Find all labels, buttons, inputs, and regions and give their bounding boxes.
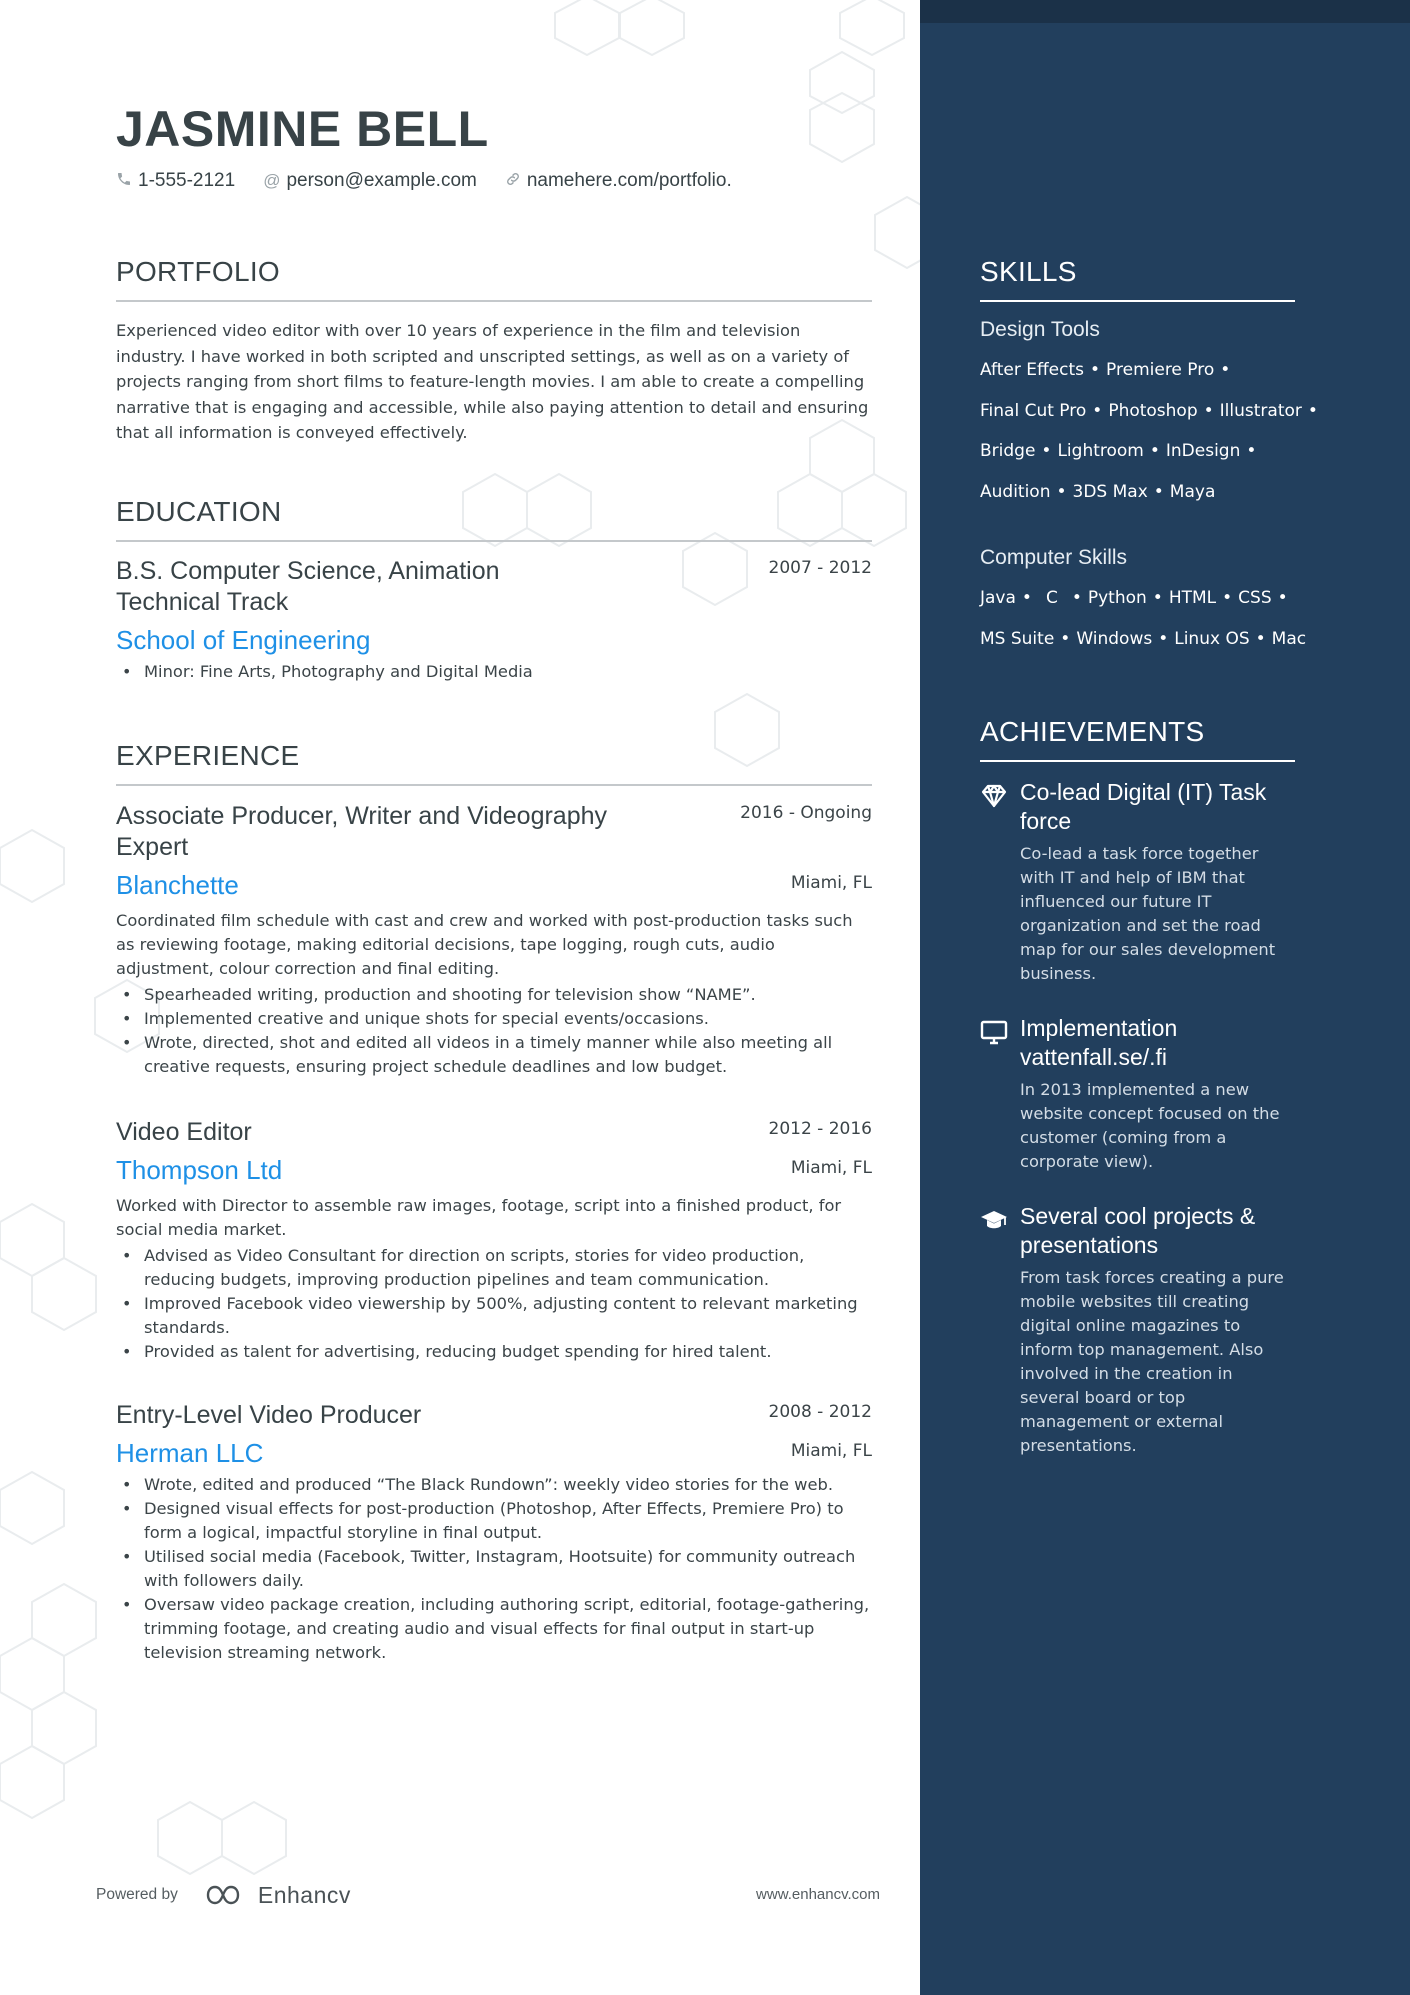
skill-tag: Java [980, 588, 1016, 608]
experience-section-title: EXPERIENCE [116, 740, 872, 786]
powered-by-label: Powered by [96, 1886, 178, 1903]
skill-tag: Photoshop [1108, 400, 1198, 421]
job-location: Miami, FL [790, 1158, 872, 1178]
job-description: Coordinated film schedule with cast and crew and worked with post-production tasks such as reviewing footage, making editorial decisions, tape logging, rough cuts, audio adjustment, colour correction and final editing. [116, 911, 853, 978]
job-bullets [116, 1244, 872, 1364]
company-name: Thompson Ltd [116, 1155, 283, 1185]
skill-group-computer-skills [980, 546, 1307, 659]
job-bullets [116, 983, 872, 1079]
job-title: Video Editor [116, 1118, 252, 1146]
company-name: Blanchette [116, 870, 239, 900]
phone-contact [116, 170, 235, 192]
education-entry [116, 556, 872, 684]
skill-tag: Bridge [980, 441, 1036, 461]
skill-tag: Lightroom [1057, 441, 1144, 461]
footer [96, 1880, 880, 1910]
skill-group-title: Design Tools [980, 318, 1100, 341]
achievements-section-title: ACHIEVEMENTS [980, 716, 1295, 762]
enhancv-logo-icon [204, 1883, 250, 1907]
enhancv-logo[interactable] [204, 1882, 351, 1909]
skill-tag: C [1045, 588, 1058, 608]
email-text[interactable]: person@example.com [286, 170, 477, 191]
job-title: Associate Producer, Writer and Videography Expert [116, 802, 608, 861]
list-item: • Oversaw video package creation, including authoring script, editorial, footage-gathering, trimming footage, and creating audio and visual effects for final output in start-up television streaming network. [116, 1593, 872, 1665]
contact-info [116, 170, 760, 192]
skill-tag: Mac [1271, 628, 1307, 649]
skill-lines [980, 350, 1318, 512]
job-entry-herman [116, 1400, 872, 1665]
job-location: Miami, FL [790, 1441, 872, 1461]
monitor-icon [980, 1018, 1008, 1046]
graduation-cap-icon [980, 1206, 1008, 1234]
skill-tag: CSS [1238, 588, 1272, 608]
sidebar-top-strip [920, 0, 1410, 23]
achievement-description: Co-lead a task force together with IT and help of IBM that influenced our future IT organization and set the road map for our sales development business. [1020, 844, 1276, 983]
job-dates: 2012 - 2016 [768, 1119, 872, 1139]
skills-section-title: SKILLS [980, 256, 1295, 302]
skill-lines [980, 578, 1307, 659]
list-item: • Advised as Video Consultant for direction on scripts, stories for video production, reducing budgets, improving production pipelines and team communication. [116, 1244, 872, 1292]
job-entry-blanchette [116, 801, 872, 1079]
job-title: Entry-Level Video Producer [116, 1401, 422, 1429]
education-dates: 2007 - 2012 [768, 558, 872, 578]
enhancv-wordmark: Enhancv [257, 1881, 351, 1908]
website-contact [505, 170, 732, 192]
achievement-item [980, 1202, 1295, 1458]
website-text[interactable]: namehere.com/portfolio. [526, 170, 732, 191]
skill-line: After Effects • Premiere Pro • [980, 360, 1231, 380]
job-bullets [116, 1473, 872, 1665]
skill-tag: Maya [1169, 481, 1216, 502]
skill-line: Final Cut Pro • Photoshop • Illustrator • [980, 400, 1318, 421]
list-item: • Wrote, directed, shot and edited all videos in a timely manner while also meeting all creative requests, ensuring project schedule deadlines and low budget. [116, 1031, 872, 1079]
achievement-item [980, 1014, 1295, 1174]
list-item: • Designed visual effects for post-production (Photoshop, After Effects, Premiere Pro) to form a logical, impactful storyline in final output. [116, 1497, 872, 1545]
candidate-name: JASMINE BELL [116, 101, 489, 157]
job-entry-thompson [116, 1117, 872, 1364]
job-dates: 2008 - 2012 [768, 1402, 872, 1422]
portfolio-summary: Experienced video editor with over 10 years of experience in the film and television industry. I have worked in both scripted and unscripted settings, as well as on a variety of projects ranging from short films to feature-length movies. I am able to create a compelling narrative that is engaging and accessible, while also paying attention to detail and ensuring that all information is conveyed effectively. [116, 321, 869, 442]
achievement-description: In 2013 implemented a new website concept focused on the customer (coming from a corporate view). [1020, 1080, 1280, 1171]
diamond-icon [980, 782, 1008, 810]
job-location: Miami, FL [790, 873, 872, 893]
school-name: School of Engineering [116, 625, 371, 655]
skill-group-title: Computer Skills [980, 546, 1128, 569]
job-dates: 2016 - Ongoing [740, 803, 872, 823]
skill-line: MS Suite • Windows • Linux OS • Mac [980, 628, 1307, 649]
portfolio-section-title: PORTFOLIO [116, 256, 872, 302]
achievement-item [980, 778, 1295, 986]
skill-group-design-tools [980, 318, 1318, 512]
company-name: Herman LLC [116, 1438, 264, 1468]
skill-tag: Premiere Pro [1106, 360, 1215, 380]
link-icon [505, 171, 521, 192]
education-section-title: EDUCATION [116, 496, 872, 542]
degree-title: B.S. Computer Science, Animation Technical Track [116, 557, 500, 616]
skill-tag: Final Cut Pro [980, 400, 1087, 421]
list-item: • Spearheaded writing, production and shooting for television show “NAME”. [116, 983, 872, 1007]
skill-tag: HTML [1168, 588, 1217, 608]
skill-tag: 3DS Max [1072, 481, 1148, 502]
at-sign-icon: @ [263, 171, 281, 190]
phone-text[interactable]: 1-555-2121 [138, 170, 236, 191]
list-item: • Provided as talent for advertising, reducing budget spending for hired talent. [116, 1340, 872, 1364]
phone-icon [116, 171, 132, 192]
skill-line: Audition • 3DS Max • Maya [980, 481, 1216, 502]
list-item: • Minor: Fine Arts, Photography and Digital Media [116, 660, 872, 684]
list-item: • Wrote, edited and produced “The Black Rundown”: weekly video stories for the web. [116, 1473, 872, 1497]
skill-tag: Illustrator [1219, 400, 1302, 421]
list-item: • Utilised social media (Facebook, Twitter, Instagram, Hootsuite) for community outreach with followers daily. [116, 1545, 872, 1593]
skill-line: Bridge • Lightroom • InDesign • [980, 441, 1257, 461]
achievement-title: Co-lead Digital (IT) Task force [1020, 779, 1267, 834]
skill-tag: After Effects [980, 360, 1085, 380]
skill-tag: Linux OS [1174, 628, 1250, 649]
footer-website-link[interactable]: www.enhancv.com [756, 1886, 880, 1903]
education-bullets [116, 660, 872, 684]
skill-tag: Python [1087, 588, 1147, 608]
list-item: • Implemented creative and unique shots for special events/occasions. [116, 1007, 872, 1031]
skill-tag: Audition [980, 481, 1051, 502]
achievement-description: From task forces creating a pure mobile websites till creating digital online magazines to inform top management. Also involved in the creation in several board or top management or external presentations. [1020, 1268, 1284, 1455]
achievement-title: Implementation vattenfall.se/.fi [1020, 1015, 1178, 1070]
job-description: Worked with Director to assemble raw images, footage, script into a finished product, for social media market. [116, 1196, 842, 1239]
email-contact [263, 170, 477, 192]
achievement-title: Several cool projects & presentations [1020, 1203, 1256, 1258]
skill-tag: MS Suite [980, 628, 1055, 649]
skill-tag: InDesign [1165, 441, 1241, 461]
skill-line: Java • C • Python • HTML • CSS • [980, 588, 1288, 608]
skill-tag: Windows [1076, 628, 1153, 649]
list-item: • Improved Facebook video viewership by 500%, adjusting content to relevant marketing standards. [116, 1292, 872, 1340]
